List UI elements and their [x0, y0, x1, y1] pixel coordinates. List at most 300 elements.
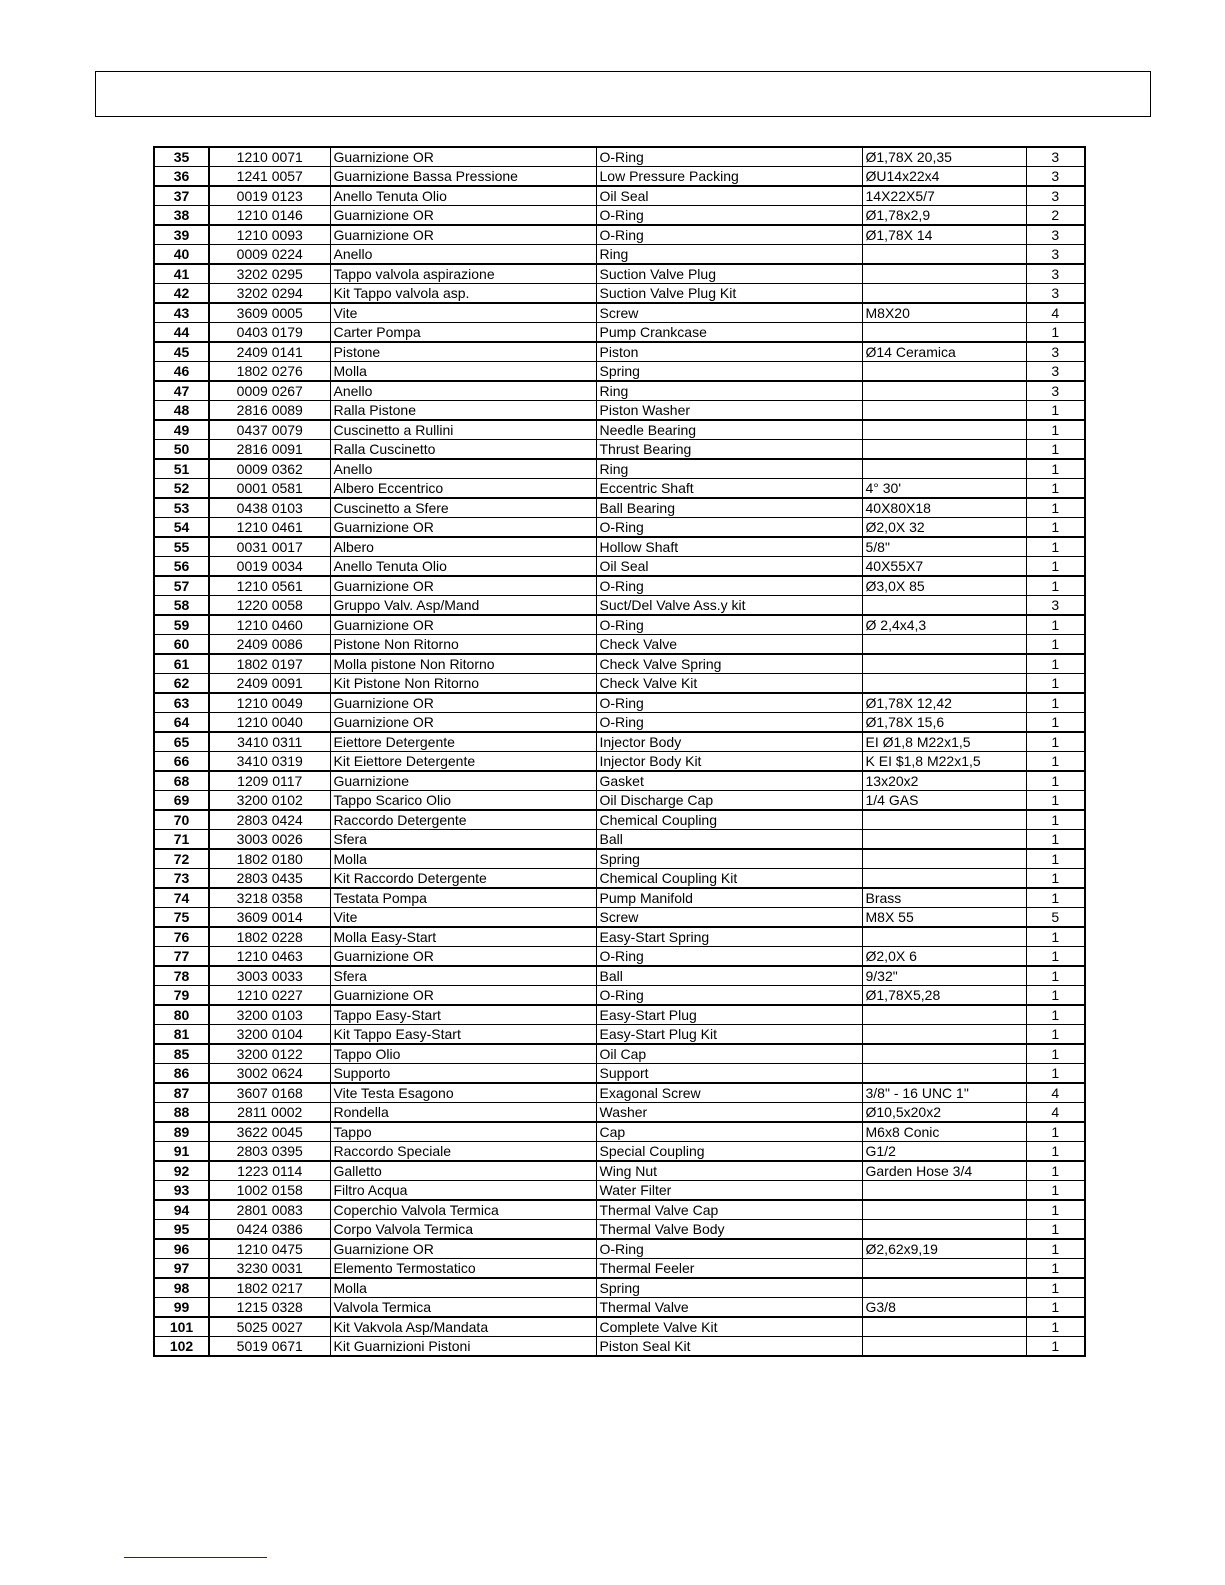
- part-description-italian: Eiettore Detergente: [330, 732, 596, 752]
- part-specification: [862, 284, 1026, 304]
- part-description-english: Suct/Del Valve Ass.y kit: [596, 596, 862, 616]
- part-position: 71: [154, 830, 209, 850]
- part-description-english: Thermal Valve Cap: [596, 1200, 862, 1220]
- part-specification: Ø2,0X 32: [862, 518, 1026, 538]
- part-description-english: O-Ring: [596, 576, 862, 596]
- part-quantity: 1: [1026, 810, 1085, 830]
- parts-table: [153, 146, 1086, 1357]
- part-description-italian: Anello: [330, 381, 596, 401]
- part-quantity: 1: [1026, 1317, 1085, 1337]
- part-description-english: Check Valve Kit: [596, 674, 862, 694]
- part-description-english: O-Ring: [596, 1239, 862, 1259]
- part-description-english: Chemical Coupling: [596, 810, 862, 830]
- part-specification: [862, 927, 1026, 947]
- part-description-english: Wing Nut: [596, 1161, 862, 1181]
- part-quantity: 1: [1026, 771, 1085, 791]
- table-row: [154, 1122, 1085, 1142]
- part-specification: [862, 1005, 1026, 1025]
- table-row: [154, 1064, 1085, 1084]
- part-description-english: Thermal Valve Body: [596, 1220, 862, 1240]
- part-quantity: 1: [1026, 947, 1085, 967]
- part-specification: G1/2: [862, 1142, 1026, 1162]
- part-specification: Ø1,78x2,9: [862, 206, 1026, 226]
- part-description-english: O-Ring: [596, 147, 862, 167]
- part-code: 1802 0276: [209, 362, 330, 382]
- part-position: 63: [154, 693, 209, 713]
- part-position: 86: [154, 1064, 209, 1084]
- part-position: 96: [154, 1239, 209, 1259]
- part-position: 64: [154, 713, 209, 733]
- part-code: 1210 0460: [209, 615, 330, 635]
- part-description-english: Support: [596, 1064, 862, 1084]
- part-description-english: O-Ring: [596, 225, 862, 245]
- part-description-italian: Filtro Acqua: [330, 1181, 596, 1201]
- table-row: [154, 1005, 1085, 1025]
- part-quantity: 1: [1026, 986, 1085, 1006]
- table-row: [154, 927, 1085, 947]
- part-description-italian: Raccordo Speciale: [330, 1142, 596, 1162]
- table-row: [154, 576, 1085, 596]
- part-description-english: Piston Seal Kit: [596, 1337, 862, 1357]
- part-code: 2803 0435: [209, 869, 330, 889]
- part-quantity: 3: [1026, 264, 1085, 284]
- part-position: 101: [154, 1317, 209, 1337]
- part-description-italian: Supporto: [330, 1064, 596, 1084]
- part-specification: 5/8": [862, 537, 1026, 557]
- part-code: 1210 0561: [209, 576, 330, 596]
- part-code: 1802 0180: [209, 849, 330, 869]
- part-description-english: Chemical Coupling Kit: [596, 869, 862, 889]
- part-description-english: Spring: [596, 849, 862, 869]
- part-code: 0019 0123: [209, 186, 330, 206]
- part-specification: [862, 264, 1026, 284]
- part-position: 62: [154, 674, 209, 694]
- part-description-english: Thermal Feeler: [596, 1259, 862, 1279]
- part-description-italian: Anello: [330, 459, 596, 479]
- part-quantity: 1: [1026, 1337, 1085, 1357]
- part-position: 93: [154, 1181, 209, 1201]
- part-description-english: Easy-Start Plug Kit: [596, 1025, 862, 1045]
- part-description-english: O-Ring: [596, 947, 862, 967]
- part-description-italian: Guarnizione OR: [330, 615, 596, 635]
- part-code: 2816 0089: [209, 401, 330, 421]
- part-specification: M8X 55: [862, 908, 1026, 928]
- part-description-english: Piston Washer: [596, 401, 862, 421]
- part-description-english: Thermal Valve: [596, 1298, 862, 1318]
- part-description-italian: Molla pistone Non Ritorno: [330, 654, 596, 674]
- part-specification: M6x8 Conic: [862, 1122, 1026, 1142]
- part-description-italian: Molla: [330, 849, 596, 869]
- part-description-english: O-Ring: [596, 518, 862, 538]
- part-description-english: Pump Manifold: [596, 888, 862, 908]
- part-description-english: Suction Valve Plug Kit: [596, 284, 862, 304]
- part-description-italian: Vite Testa Esagono: [330, 1083, 596, 1103]
- part-specification: Ø1,78X5,28: [862, 986, 1026, 1006]
- part-position: 44: [154, 323, 209, 343]
- part-quantity: 1: [1026, 654, 1085, 674]
- part-description-english: Oil Seal: [596, 186, 862, 206]
- part-code: 2816 0091: [209, 440, 330, 460]
- part-quantity: 1: [1026, 1239, 1085, 1259]
- part-specification: Ø2,0X 6: [862, 947, 1026, 967]
- part-quantity: 3: [1026, 245, 1085, 265]
- table-row: [154, 518, 1085, 538]
- part-description-italian: Vite: [330, 303, 596, 323]
- part-description-italian: Galletto: [330, 1161, 596, 1181]
- table-row: [154, 966, 1085, 986]
- part-specification: EI Ø1,8 M22x1,5: [862, 732, 1026, 752]
- table-row: [154, 479, 1085, 499]
- table-row: [154, 362, 1085, 382]
- part-description-italian: Coperchio Valvola Termica: [330, 1200, 596, 1220]
- part-description-english: Low Pressure Packing: [596, 167, 862, 187]
- part-description-italian: Albero: [330, 537, 596, 557]
- part-specification: 1/4 GAS: [862, 791, 1026, 811]
- part-position: 72: [154, 849, 209, 869]
- part-description-english: Ring: [596, 381, 862, 401]
- part-description-italian: Molla Easy-Start: [330, 927, 596, 947]
- part-code: 3609 0014: [209, 908, 330, 928]
- part-description-english: Injector Body Kit: [596, 752, 862, 772]
- table-row: [154, 752, 1085, 772]
- part-quantity: 3: [1026, 284, 1085, 304]
- parts-table-body: [154, 147, 1085, 1356]
- part-quantity: 1: [1026, 1122, 1085, 1142]
- part-code: 1002 0158: [209, 1181, 330, 1201]
- table-row: [154, 1025, 1085, 1045]
- part-quantity: 1: [1026, 927, 1085, 947]
- part-specification: Ø10,5x20x2: [862, 1103, 1026, 1123]
- part-description-italian: Kit Vakvola Asp/Mandata: [330, 1317, 596, 1337]
- part-description-english: Complete Valve Kit: [596, 1317, 862, 1337]
- part-description-italian: Rondella: [330, 1103, 596, 1123]
- part-description-italian: Tappo Scarico Olio: [330, 791, 596, 811]
- part-quantity: 5: [1026, 908, 1085, 928]
- part-code: 0437 0079: [209, 420, 330, 440]
- part-description-english: Pump Crankcase: [596, 323, 862, 343]
- part-quantity: 1: [1026, 401, 1085, 421]
- part-code: 0031 0017: [209, 537, 330, 557]
- part-specification: 40X80X18: [862, 498, 1026, 518]
- table-row: [154, 1220, 1085, 1240]
- part-position: 95: [154, 1220, 209, 1240]
- table-row: [154, 1317, 1085, 1337]
- part-description-italian: Corpo Valvola Termica: [330, 1220, 596, 1240]
- part-description-italian: Pistone Non Ritorno: [330, 635, 596, 655]
- part-code: 3607 0168: [209, 1083, 330, 1103]
- part-code: 3218 0358: [209, 888, 330, 908]
- part-description-italian: Kit Tappo valvola asp.: [330, 284, 596, 304]
- part-quantity: 1: [1026, 615, 1085, 635]
- part-quantity: 1: [1026, 440, 1085, 460]
- part-quantity: 3: [1026, 167, 1085, 187]
- part-quantity: 1: [1026, 1044, 1085, 1064]
- part-quantity: 3: [1026, 225, 1085, 245]
- table-row: [154, 674, 1085, 694]
- part-specification: Ø14 Ceramica: [862, 342, 1026, 362]
- part-description-italian: Cuscinetto a Rullini: [330, 420, 596, 440]
- part-description-italian: Albero Eccentrico: [330, 479, 596, 499]
- part-quantity: 3: [1026, 186, 1085, 206]
- part-position: 39: [154, 225, 209, 245]
- part-quantity: 3: [1026, 596, 1085, 616]
- part-specification: 4° 30': [862, 479, 1026, 499]
- part-specification: [862, 381, 1026, 401]
- part-quantity: 1: [1026, 1064, 1085, 1084]
- part-description-italian: Cuscinetto a Sfere: [330, 498, 596, 518]
- part-code: 2801 0083: [209, 1200, 330, 1220]
- table-row: [154, 245, 1085, 265]
- part-position: 78: [154, 966, 209, 986]
- part-description-italian: Kit Guarnizioni Pistoni: [330, 1337, 596, 1357]
- part-quantity: 3: [1026, 147, 1085, 167]
- part-description-italian: Elemento Termostatico: [330, 1259, 596, 1279]
- part-description-english: Spring: [596, 362, 862, 382]
- part-description-english: Thrust Bearing: [596, 440, 862, 460]
- part-code: 1802 0217: [209, 1278, 330, 1298]
- part-quantity: 1: [1026, 791, 1085, 811]
- part-code: 1802 0228: [209, 927, 330, 947]
- part-specification: [862, 654, 1026, 674]
- part-position: 42: [154, 284, 209, 304]
- table-row: [154, 147, 1085, 167]
- part-specification: [862, 596, 1026, 616]
- table-row: [154, 186, 1085, 206]
- part-description-italian: Kit Pistone Non Ritorno: [330, 674, 596, 694]
- table-row: [154, 537, 1085, 557]
- part-description-english: O-Ring: [596, 206, 862, 226]
- part-specification: [862, 1025, 1026, 1045]
- table-row: [154, 420, 1085, 440]
- table-row: [154, 732, 1085, 752]
- part-specification: [862, 459, 1026, 479]
- part-description-english: O-Ring: [596, 615, 862, 635]
- part-description-english: Suction Valve Plug: [596, 264, 862, 284]
- part-specification: [862, 635, 1026, 655]
- table-row: [154, 1200, 1085, 1220]
- part-specification: 9/32": [862, 966, 1026, 986]
- part-quantity: 1: [1026, 1259, 1085, 1279]
- part-specification: K EI $1,8 M22x1,5: [862, 752, 1026, 772]
- table-row: [154, 284, 1085, 304]
- part-specification: 3/8" - 16 UNC 1": [862, 1083, 1026, 1103]
- part-description-english: Cap: [596, 1122, 862, 1142]
- part-code: 3230 0031: [209, 1259, 330, 1279]
- table-row: [154, 323, 1085, 343]
- part-specification: Ø2,62x9,19: [862, 1239, 1026, 1259]
- table-row: [154, 1298, 1085, 1318]
- part-description-italian: Guarnizione: [330, 771, 596, 791]
- part-specification: 40X55X7: [862, 557, 1026, 577]
- part-code: 1210 0071: [209, 147, 330, 167]
- part-code: 3200 0122: [209, 1044, 330, 1064]
- part-description-english: Special Coupling: [596, 1142, 862, 1162]
- part-code: 1210 0049: [209, 693, 330, 713]
- table-row: [154, 888, 1085, 908]
- part-description-italian: Sfera: [330, 830, 596, 850]
- part-quantity: 1: [1026, 1278, 1085, 1298]
- part-code: 2409 0086: [209, 635, 330, 655]
- table-row: [154, 401, 1085, 421]
- table-row: [154, 986, 1085, 1006]
- part-description-italian: Carter Pompa: [330, 323, 596, 343]
- part-quantity: 3: [1026, 342, 1085, 362]
- part-position: 54: [154, 518, 209, 538]
- part-description-italian: Tappo valvola aspirazione: [330, 264, 596, 284]
- table-row: [154, 167, 1085, 187]
- table-row: [154, 440, 1085, 460]
- part-position: 68: [154, 771, 209, 791]
- part-position: 36: [154, 167, 209, 187]
- part-position: 47: [154, 381, 209, 401]
- part-position: 61: [154, 654, 209, 674]
- part-code: 3202 0295: [209, 264, 330, 284]
- part-description-italian: Sfera: [330, 966, 596, 986]
- part-specification: [862, 1044, 1026, 1064]
- part-code: 1209 0117: [209, 771, 330, 791]
- part-code: 1223 0114: [209, 1161, 330, 1181]
- part-code: 0009 0224: [209, 245, 330, 265]
- part-code: 0009 0267: [209, 381, 330, 401]
- part-specification: [862, 401, 1026, 421]
- part-quantity: 3: [1026, 362, 1085, 382]
- part-quantity: 1: [1026, 869, 1085, 889]
- part-position: 77: [154, 947, 209, 967]
- part-description-italian: Anello Tenuta Olio: [330, 557, 596, 577]
- part-code: 1802 0197: [209, 654, 330, 674]
- part-specification: [862, 1317, 1026, 1337]
- part-specification: [862, 245, 1026, 265]
- table-row: [154, 654, 1085, 674]
- part-description-italian: Guarnizione OR: [330, 1239, 596, 1259]
- part-code: 0019 0034: [209, 557, 330, 577]
- part-code: 1210 0040: [209, 713, 330, 733]
- part-description-english: Ring: [596, 245, 862, 265]
- part-position: 48: [154, 401, 209, 421]
- footer-link-underline: [124, 1557, 267, 1558]
- part-description-english: Ring: [596, 459, 862, 479]
- part-specification: Ø 2,4x4,3: [862, 615, 1026, 635]
- table-row: [154, 830, 1085, 850]
- part-description-italian: Guarnizione OR: [330, 518, 596, 538]
- part-description-italian: Ralla Cuscinetto: [330, 440, 596, 460]
- part-code: 1210 0227: [209, 986, 330, 1006]
- part-description-italian: Valvola Termica: [330, 1298, 596, 1318]
- part-specification: [862, 830, 1026, 850]
- part-code: 1241 0057: [209, 167, 330, 187]
- part-quantity: 1: [1026, 849, 1085, 869]
- table-row: [154, 381, 1085, 401]
- part-description-italian: Vite: [330, 908, 596, 928]
- part-description-english: Easy-Start Plug: [596, 1005, 862, 1025]
- part-position: 37: [154, 186, 209, 206]
- part-quantity: 1: [1026, 518, 1085, 538]
- table-row: [154, 1239, 1085, 1259]
- part-position: 53: [154, 498, 209, 518]
- table-row: [154, 264, 1085, 284]
- part-description-english: Piston: [596, 342, 862, 362]
- table-row: [154, 615, 1085, 635]
- part-specification: Ø1,78X 20,35: [862, 147, 1026, 167]
- part-quantity: 1: [1026, 498, 1085, 518]
- table-row: [154, 869, 1085, 889]
- part-position: 60: [154, 635, 209, 655]
- part-position: 99: [154, 1298, 209, 1318]
- part-quantity: 1: [1026, 732, 1085, 752]
- part-specification: [862, 1278, 1026, 1298]
- part-position: 91: [154, 1142, 209, 1162]
- table-row: [154, 206, 1085, 226]
- part-code: 2803 0424: [209, 810, 330, 830]
- part-specification: ØU14x22x4: [862, 167, 1026, 187]
- part-code: 3200 0103: [209, 1005, 330, 1025]
- part-description-english: Gasket: [596, 771, 862, 791]
- part-description-italian: Guarnizione OR: [330, 713, 596, 733]
- part-specification: G3/8: [862, 1298, 1026, 1318]
- part-quantity: 2: [1026, 206, 1085, 226]
- part-specification: [862, 869, 1026, 889]
- part-code: 2803 0395: [209, 1142, 330, 1162]
- part-position: 52: [154, 479, 209, 499]
- part-specification: [862, 1259, 1026, 1279]
- part-description-english: Oil Discharge Cap: [596, 791, 862, 811]
- part-description-english: Screw: [596, 303, 862, 323]
- part-specification: [862, 1064, 1026, 1084]
- table-row: [154, 810, 1085, 830]
- part-quantity: 1: [1026, 1005, 1085, 1025]
- part-quantity: 1: [1026, 693, 1085, 713]
- part-position: 97: [154, 1259, 209, 1279]
- part-description-italian: Tappo: [330, 1122, 596, 1142]
- part-quantity: 1: [1026, 966, 1085, 986]
- part-specification: M8X20: [862, 303, 1026, 323]
- part-specification: [862, 362, 1026, 382]
- part-position: 81: [154, 1025, 209, 1045]
- part-quantity: 1: [1026, 888, 1085, 908]
- header-box: [95, 71, 1151, 117]
- part-quantity: 1: [1026, 1181, 1085, 1201]
- part-description-english: Ball Bearing: [596, 498, 862, 518]
- table-row: [154, 771, 1085, 791]
- part-position: 56: [154, 557, 209, 577]
- part-description-english: Washer: [596, 1103, 862, 1123]
- part-description-italian: Gruppo Valv. Asp/Mand: [330, 596, 596, 616]
- part-code: 3003 0033: [209, 966, 330, 986]
- part-code: 1210 0146: [209, 206, 330, 226]
- part-description-english: Eccentric Shaft: [596, 479, 862, 499]
- part-specification: Brass: [862, 888, 1026, 908]
- part-position: 80: [154, 1005, 209, 1025]
- part-specification: [862, 440, 1026, 460]
- part-description-english: Oil Cap: [596, 1044, 862, 1064]
- table-row: [154, 849, 1085, 869]
- part-position: 102: [154, 1337, 209, 1357]
- part-quantity: 3: [1026, 381, 1085, 401]
- table-row: [154, 342, 1085, 362]
- table-row: [154, 1337, 1085, 1357]
- part-quantity: 1: [1026, 674, 1085, 694]
- part-position: 76: [154, 927, 209, 947]
- part-code: 3609 0005: [209, 303, 330, 323]
- part-description-italian: Kit Tappo Easy-Start: [330, 1025, 596, 1045]
- part-quantity: 1: [1026, 479, 1085, 499]
- part-code: 0438 0103: [209, 498, 330, 518]
- part-specification: Ø1,78X 14: [862, 225, 1026, 245]
- part-description-italian: Guarnizione OR: [330, 206, 596, 226]
- part-quantity: 1: [1026, 459, 1085, 479]
- table-row: [154, 1142, 1085, 1162]
- part-position: 38: [154, 206, 209, 226]
